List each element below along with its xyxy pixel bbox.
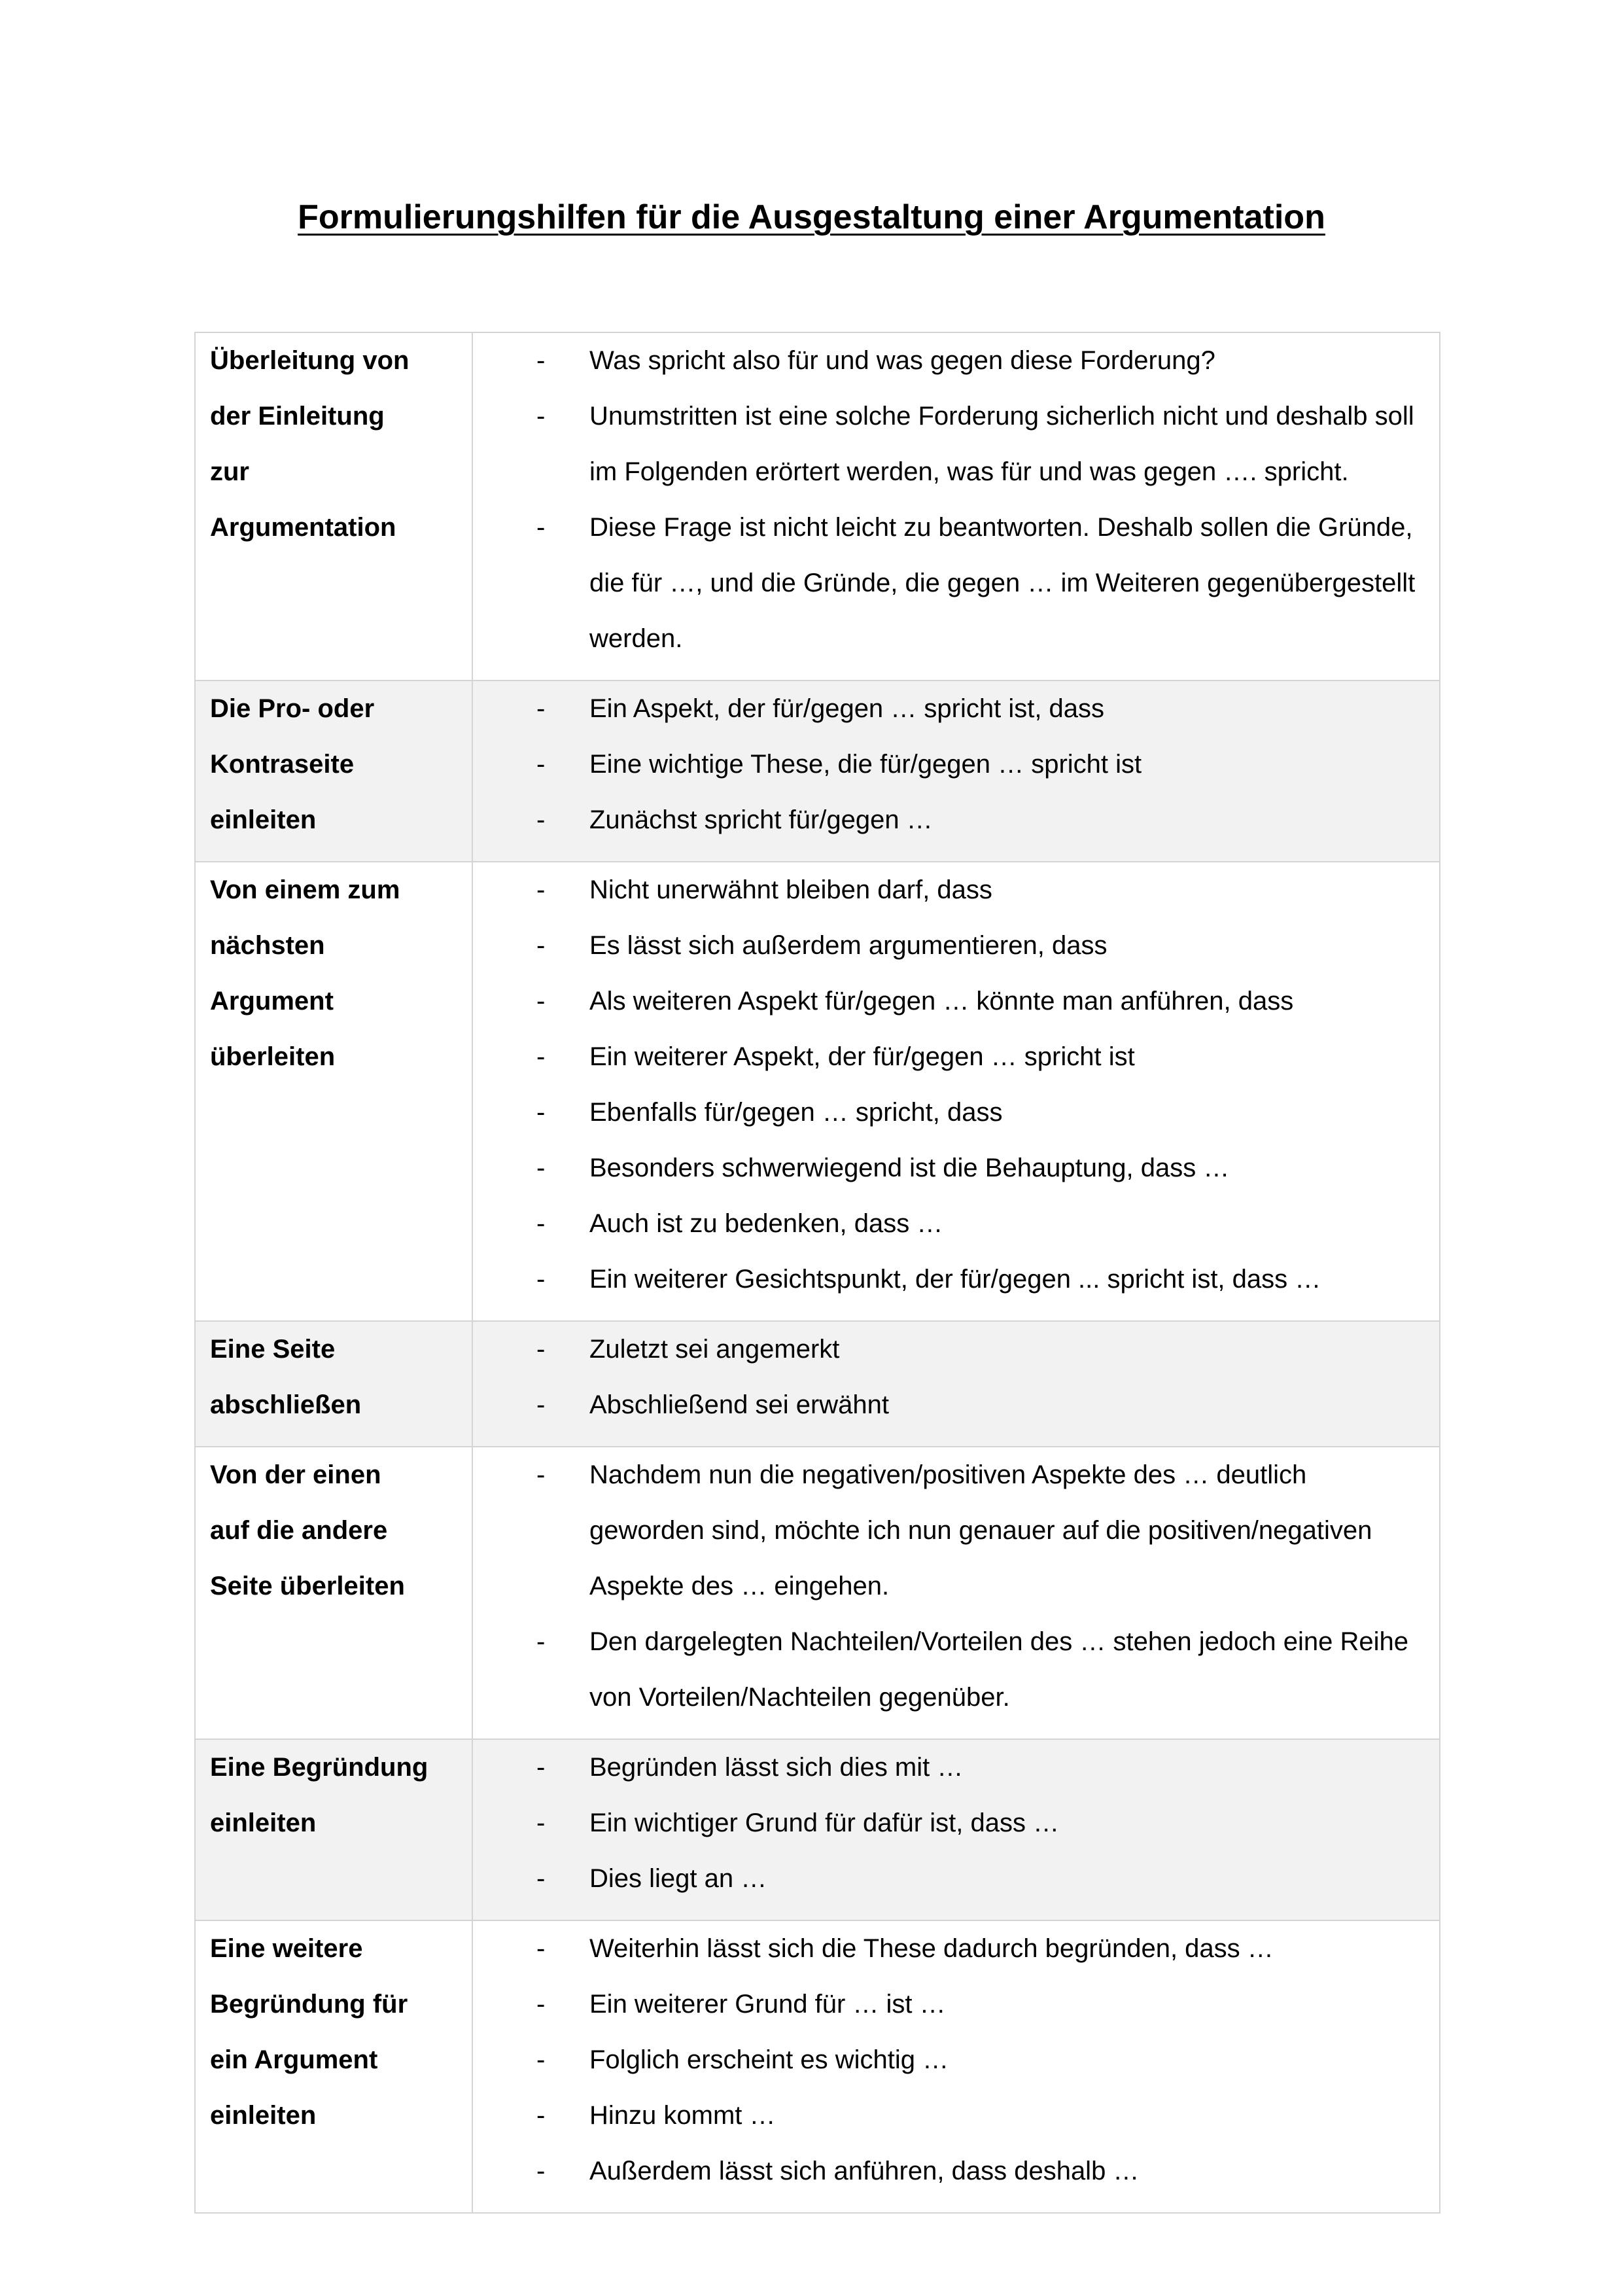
phrase-text: Was spricht also für und was gegen diese Forderung? bbox=[589, 346, 1215, 375]
phrase-text: Nicht unerwähnt bleiben darf, dass bbox=[589, 875, 992, 904]
list-item bbox=[473, 1140, 1426, 1196]
phrase-text: Folglich erscheint es wichtig … bbox=[589, 2045, 949, 2074]
phrase-text: Dies liegt an … bbox=[589, 1864, 767, 1893]
list-item bbox=[473, 2088, 1426, 2144]
list-item bbox=[473, 333, 1426, 389]
table-row bbox=[195, 862, 1440, 1321]
category-label: Die Pro- oder Kontraseite einleiten bbox=[210, 694, 375, 834]
phrase-list bbox=[473, 1322, 1426, 1433]
phrase-text: Außerdem lässt sich anführen, dass deshalb … bbox=[589, 2157, 1140, 2185]
category-cell bbox=[195, 1920, 472, 2213]
phrase-text: Eine wichtige These, die für/gegen … spricht ist bbox=[589, 750, 1142, 779]
phrases-cell bbox=[472, 1920, 1440, 2213]
phrase-text: Ein wichtiger Grund für dafür ist, dass … bbox=[589, 1809, 1060, 1837]
category-label: Eine Begründung einleiten bbox=[210, 1753, 428, 1837]
phrase-text: Ein weiterer Aspekt, der für/gegen … spricht ist bbox=[589, 1042, 1135, 1071]
dash-bullet: - bbox=[536, 1390, 546, 1419]
category-label: Eine weitere Begründung für ein Argument einleiten bbox=[210, 1934, 408, 2130]
phrases-cell bbox=[472, 680, 1440, 862]
category-label: Von der einen auf die andere Seite überleiten bbox=[210, 1460, 405, 1600]
dash-bullet: - bbox=[536, 1753, 546, 1782]
list-item bbox=[473, 389, 1426, 500]
table-row bbox=[195, 680, 1440, 862]
phrase-text: Begründen lässt sich dies mit … bbox=[589, 1753, 964, 1782]
dash-bullet: - bbox=[536, 2045, 546, 2074]
list-item bbox=[473, 1029, 1426, 1085]
phrase-list bbox=[473, 1921, 1426, 2199]
phrase-text: Ein weiterer Grund für … ist … bbox=[589, 1990, 946, 2019]
phrase-text: Abschließend sei erwähnt bbox=[589, 1390, 890, 1419]
dash-bullet: - bbox=[536, 1335, 546, 1364]
dash-bullet: - bbox=[536, 2157, 546, 2185]
category-cell bbox=[195, 1739, 472, 1920]
category-label: Überleitung von der Einleitung zur Argumentation bbox=[210, 346, 410, 542]
dash-bullet: - bbox=[536, 987, 546, 1016]
phrase-text: Unumstritten ist eine solche Forderung sicherlich nicht und deshalb soll im Folgenden erörtert werden, was für und was gegen …. spricht. bbox=[589, 402, 1414, 486]
dash-bullet: - bbox=[536, 1098, 546, 1127]
category-label: Von einem zum nächsten Argument überleiten bbox=[210, 875, 400, 1071]
table-row bbox=[195, 332, 1440, 680]
dash-bullet: - bbox=[536, 1154, 546, 1182]
list-item bbox=[473, 1614, 1426, 1725]
list-item bbox=[473, 1740, 1426, 1795]
table-row bbox=[195, 1447, 1440, 1739]
phrase-list bbox=[473, 1740, 1426, 1907]
dash-bullet: - bbox=[536, 1265, 546, 1294]
dash-bullet: - bbox=[536, 1864, 546, 1893]
list-item bbox=[473, 1851, 1426, 1907]
phrases-cell bbox=[472, 1321, 1440, 1447]
dash-bullet: - bbox=[536, 513, 546, 542]
phrase-text: Diese Frage ist nicht leicht zu beantworten. Deshalb sollen die Gründe, die für …, und die Gründe, die gegen … im Weiteren gegenübergestellt werden. bbox=[589, 513, 1416, 653]
category-cell bbox=[195, 1447, 472, 1739]
phrases-cell bbox=[472, 1447, 1440, 1739]
phrase-list bbox=[473, 1447, 1426, 1725]
dash-bullet: - bbox=[536, 1809, 546, 1837]
list-item bbox=[473, 918, 1426, 974]
phrase-text: Zunächst spricht für/gegen … bbox=[589, 805, 933, 834]
list-item bbox=[473, 681, 1426, 737]
category-label: Eine Seite abschließen bbox=[210, 1335, 362, 1419]
phrases-cell bbox=[472, 862, 1440, 1321]
phrases-table bbox=[194, 332, 1440, 2214]
dash-bullet: - bbox=[536, 2101, 546, 2130]
page-title: Formulierungshilfen für die Ausgestaltung einer Argumentation bbox=[298, 198, 1325, 236]
list-item bbox=[473, 974, 1426, 1029]
table-row bbox=[195, 1739, 1440, 1920]
phrase-text: Weiterhin lässt sich die These dadurch begründen, dass … bbox=[589, 1934, 1274, 1963]
category-cell bbox=[195, 1321, 472, 1447]
phrases-cell bbox=[472, 1739, 1440, 1920]
phrase-text: Zuletzt sei angemerkt bbox=[589, 1335, 840, 1364]
list-item bbox=[473, 2032, 1426, 2088]
list-item bbox=[473, 1085, 1426, 1140]
phrase-text: Den dargelegten Nachteilen/Vorteilen des … stehen jedoch eine Reihe von Vorteilen/Nachteilen gegenüber. bbox=[589, 1627, 1408, 1712]
dash-bullet: - bbox=[536, 805, 546, 834]
phrase-text: Als weiteren Aspekt für/gegen … könnte man anführen, dass bbox=[589, 987, 1294, 1016]
dash-bullet: - bbox=[536, 1990, 546, 2019]
list-item bbox=[473, 2144, 1426, 2199]
dash-bullet: - bbox=[536, 694, 546, 723]
list-item bbox=[473, 500, 1426, 667]
dash-bullet: - bbox=[536, 1209, 546, 1238]
phrase-text: Ebenfalls für/gegen … spricht, dass bbox=[589, 1098, 1003, 1127]
list-item bbox=[473, 1977, 1426, 2032]
phrase-text: Es lässt sich außerdem argumentieren, dass bbox=[589, 931, 1108, 960]
dash-bullet: - bbox=[536, 1042, 546, 1071]
list-item bbox=[473, 1377, 1426, 1433]
phrase-list bbox=[473, 333, 1426, 667]
category-cell bbox=[195, 680, 472, 862]
dash-bullet: - bbox=[536, 1627, 546, 1656]
category-cell bbox=[195, 862, 472, 1321]
phrase-text: Hinzu kommt … bbox=[589, 2101, 776, 2130]
phrase-text: Besonders schwerwiegend ist die Behauptung, dass … bbox=[589, 1154, 1230, 1182]
category-cell bbox=[195, 332, 472, 680]
list-item bbox=[473, 1252, 1426, 1307]
table-row bbox=[195, 1321, 1440, 1447]
dash-bullet: - bbox=[536, 875, 546, 904]
list-item bbox=[473, 737, 1426, 792]
list-item bbox=[473, 1196, 1426, 1252]
phrase-text: Nachdem nun die negativen/positiven Aspekte des … deutlich geworden sind, möchte ich nun genauer auf die positiven/negativen Aspekte des … eingehen. bbox=[589, 1460, 1372, 1600]
phrase-list bbox=[473, 681, 1426, 848]
dash-bullet: - bbox=[536, 750, 546, 779]
dash-bullet: - bbox=[536, 931, 546, 960]
phrase-text: Auch ist zu bedenken, dass … bbox=[589, 1209, 943, 1238]
phrase-text: Ein Aspekt, der für/gegen … spricht ist, dass bbox=[589, 694, 1105, 723]
table-row bbox=[195, 1920, 1440, 2213]
dash-bullet: - bbox=[536, 346, 546, 375]
dash-bullet: - bbox=[536, 1934, 546, 1963]
list-item bbox=[473, 792, 1426, 848]
list-item bbox=[473, 1921, 1426, 1977]
list-item bbox=[473, 1795, 1426, 1851]
list-item bbox=[473, 1322, 1426, 1377]
phrases-cell bbox=[472, 332, 1440, 680]
dash-bullet: - bbox=[536, 402, 546, 431]
dash-bullet: - bbox=[536, 1460, 546, 1489]
list-item bbox=[473, 1447, 1426, 1614]
list-item bbox=[473, 862, 1426, 918]
phrase-text: Ein weiterer Gesichtspunkt, der für/gegen ... spricht ist, dass … bbox=[589, 1265, 1321, 1294]
phrase-list bbox=[473, 862, 1426, 1307]
